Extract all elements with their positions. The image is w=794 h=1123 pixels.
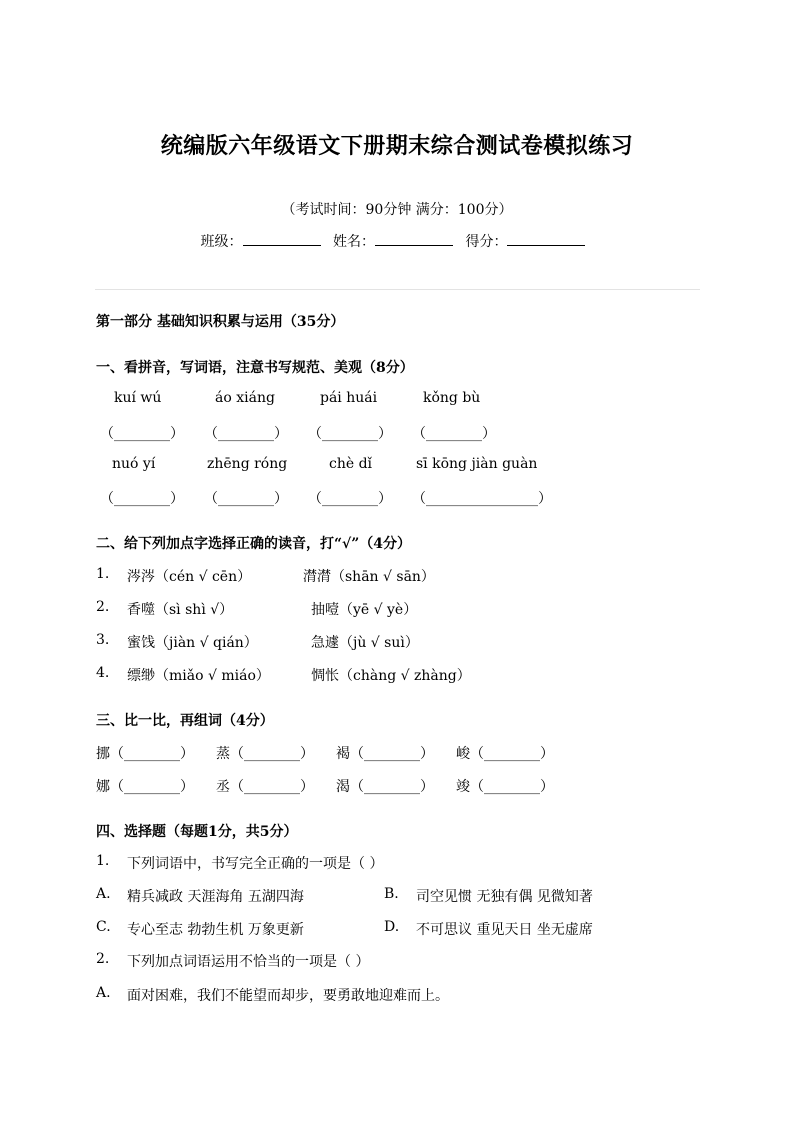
score-blank[interactable] [507,231,585,246]
compare-item[interactable]: 渴（________） [336,779,434,795]
compare-item[interactable]: 峻（________） [456,746,554,762]
reading-option: 惆怅（chàng √ zhàng） [311,668,471,684]
compare-item[interactable]: 娜（________） [96,779,194,795]
item-number: 4. [96,665,110,681]
pinyin-item: kuí wú [114,390,162,406]
reading-option: 潸潸（shān √ sān） [303,569,435,585]
answer-blank[interactable]: （________） [412,426,496,442]
compare-item[interactable]: 丞（________） [216,779,314,795]
score-label: 得分： [465,234,508,250]
option-text[interactable]: 不可思议 重见天日 坐无虚席 [416,922,593,938]
pinyin-item: áo xiáng [215,390,275,406]
name-blank[interactable] [375,231,453,246]
class-blank[interactable] [243,231,321,246]
compare-item[interactable]: 褐（________） [336,746,434,762]
reading-option: 抽噎（yē √ yè） [311,602,418,618]
answer-blank[interactable]: （________） [100,426,184,442]
compare-item[interactable]: 蒸（________） [216,746,314,762]
option-label: A. [96,985,111,1001]
item-number: 1. [96,853,110,869]
option-label: D. [384,919,400,935]
question-text: 下列词语中，书写完全正确的一项是（ ） [127,856,384,872]
pinyin-item: nuó yí [112,456,156,472]
reading-option: 缥缈（miǎo √ miáo） [127,668,270,684]
q4-heading: 四、选择题（每题1分，共5分） [96,824,298,840]
option-label: A. [96,886,111,902]
item-number: 3. [96,632,110,648]
answer-blank[interactable]: （________） [204,491,288,507]
pinyin-item: sī kōng jiàn guàn [416,456,538,472]
option-text[interactable]: 面对困难，我们不能望而却步，要勇敢地迎难而上。 [127,988,449,1004]
compare-item[interactable]: 竣（________） [456,779,554,795]
item-number: 2. [96,951,110,967]
answer-blank-long[interactable]: （________________） [412,491,552,507]
q1-heading: 一、看拼音，写词语，注意书写规范、美观（8分） [96,360,414,376]
answer-blank[interactable]: （________） [204,426,288,442]
question-text: 下列加点词语运用不恰当的一项是（ ） [127,954,370,970]
answer-blank[interactable]: （________） [100,491,184,507]
divider [95,289,700,290]
item-number: 2. [96,599,110,615]
pinyin-item: kǒng bù [423,390,481,406]
q2-heading: 二、给下列加点字选择正确的读音，打“√”（4分） [96,536,412,552]
reading-option: 香噬（sì shì √） [127,602,234,618]
pinyin-item: zhēng róng [207,456,288,472]
reading-option: 蜜饯（jiàn √ qián） [127,635,258,651]
option-text[interactable]: 精兵减政 天涯海角 五湖四海 [127,889,304,905]
pinyin-item: chè dǐ [329,456,373,472]
option-label: B. [384,886,399,902]
q3-heading: 三、比一比，再组词（4分） [96,713,274,729]
part1-heading: 第一部分 基础知识积累与运用（35分） [96,314,345,330]
exam-info: （考试时间：90分钟 满分：100分） [281,202,513,218]
option-text[interactable]: 专心至志 勃勃生机 万象更新 [127,922,304,938]
pinyin-item: pái huái [320,390,378,406]
reading-option: 急遽（jù √ suì） [311,635,419,651]
answer-blank[interactable]: （________） [308,426,392,442]
item-number: 1. [96,566,110,582]
compare-item[interactable]: 挪（________） [96,746,194,762]
option-label: C. [96,919,111,935]
option-text[interactable]: 司空见惯 无独有偶 见微知著 [416,889,593,905]
answer-blank[interactable]: （________） [308,491,392,507]
reading-option: 涔涔（cén √ cēn） [127,569,252,585]
class-label: 班级： [200,234,243,250]
student-info-row [0,231,794,251]
name-label: 姓名： [333,234,375,250]
page-title: 统编版六年级语文下册期末综合测试卷模拟练习 [160,133,634,159]
